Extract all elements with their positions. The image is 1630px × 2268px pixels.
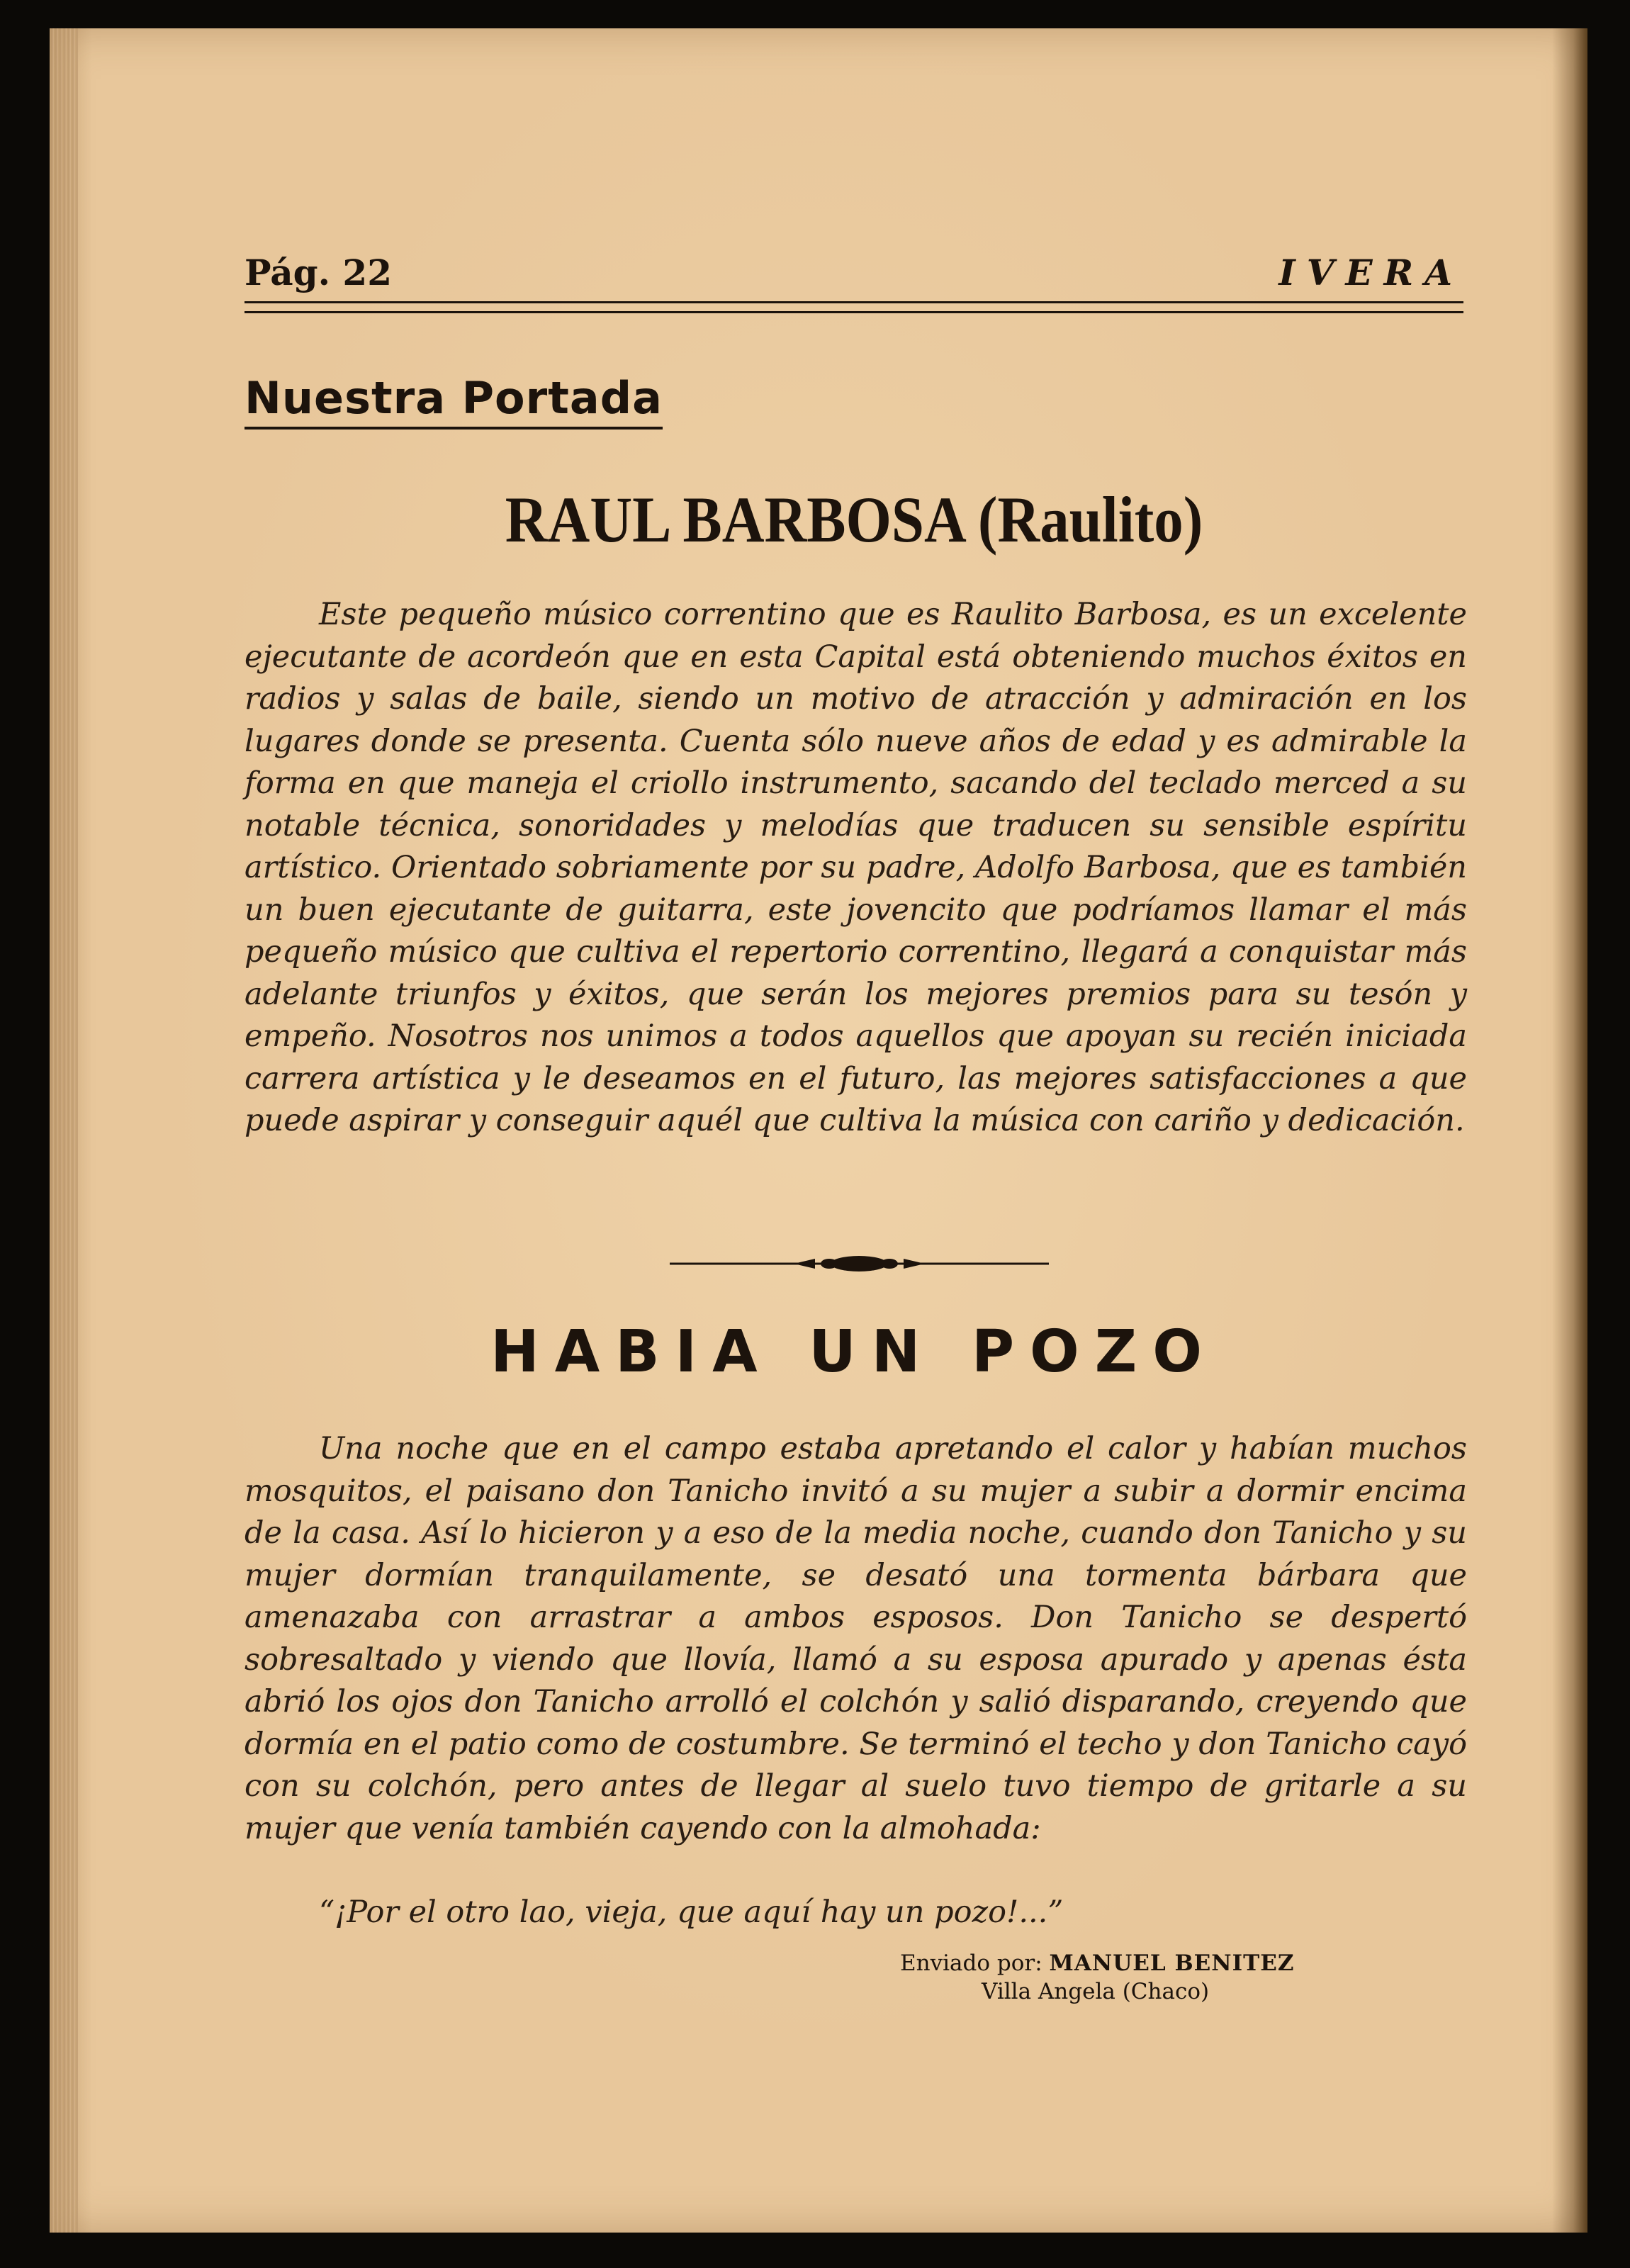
page-spine-edges: [50, 28, 78, 2233]
article2-credit: [900, 1949, 1294, 2006]
section-label: Nuestra Portada: [244, 372, 663, 430]
ornament-divider: [670, 1253, 1049, 1274]
article2-quote: “¡Por el otro lao, vieja, que aquí hay un pozo!...”: [319, 1894, 1064, 1930]
article1-title: RAUL BARBOSA (Raulito): [505, 483, 1203, 556]
credit-name: MANUEL BENITEZ: [1049, 1950, 1295, 1976]
article2-body: Una noche que en el campo estaba apretando el calor y habían muchos mosquitos, el paisano don Tanicho invitó a su mujer a subir a dormir encima de la casa. Así lo hicieron y a eso de la media noche, cuando don Tanicho y su mujer dormían tranquilamente, se desató una tormenta bárbara que amenazaba con arrastrar a ambos esposos. Don Tanicho se despertó sobresaltado y viendo que llovía, llamó a su esposa apurado y apenas ésta abrió los ojos don Tanicho arrolló el colchón y salió disparando, creyendo que dormía en el patio como de costumbre. Se terminó el techo y don Tanicho cayó con su colchón, pero antes de llegar al suelo tuvo tiempo de gritarle a su mujer que venía también cayendo con la almohada:: [244, 1431, 1467, 1846]
credit-place: Villa Angela (Chaco): [982, 1979, 1210, 2004]
page-number: Pág. 22: [244, 252, 393, 293]
magazine-name: IVERA: [1278, 252, 1463, 293]
article1-body: Este pequeño músico correntino que es Raulito Barbosa, es un excelente ejecutante de acordeón que en esta Capital está obteniendo muchos éxitos en radios y salas de baile, siendo un motivo de atracción y admiración en los lugares donde se presenta. Cuenta sólo nueve años de edad y es admirable la forma en que maneja el criollo instrumento, sacando del teclado merced a su notable técnica, sonoridades y melodías que traducen su sensible espíritu artístico. Orientado sobriamente por su padre, Adolfo Barbosa, que es también un buen ejecutante de guitarra, este jovencito que podríamos llamar el más pequeño músico que cultiva el repertorio correntino, llegará a conquistar más adelante triunfos y éxitos, que serán los mejores premios para su tesón y empeño. Nosotros nos unimos a todos aquellos que apoyan su recién iniciada carrera artística y le deseamos en el futuro, las mejores satisfacciones a que puede aspirar y conseguir aquél que cultiva la música con cariño y dedicación.: [244, 597, 1467, 1138]
page-right-edge: [1552, 28, 1587, 2233]
page-header: [244, 252, 1463, 294]
article2-title: HABIA UN POZO: [490, 1318, 1218, 1386]
header-rule: [244, 301, 1463, 313]
credit-label: Enviado por:: [900, 1950, 1042, 1976]
